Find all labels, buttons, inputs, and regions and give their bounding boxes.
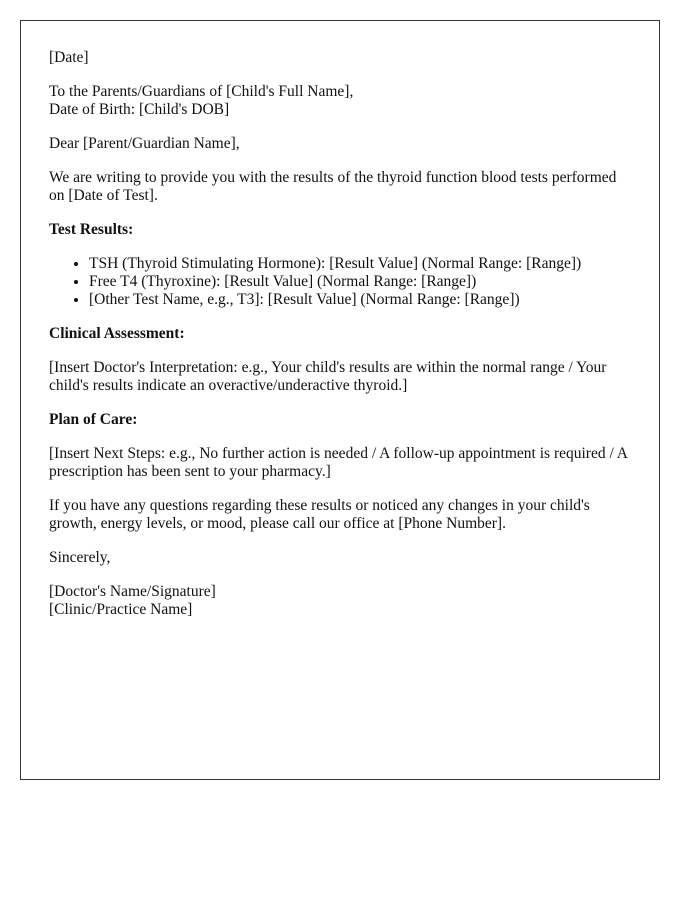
salutation: Dear [Parent/Guardian Name], [49, 135, 240, 152]
recipient-name-line: To the Parents/Guardians of [Child's Full Name], [49, 83, 354, 100]
recipient-block [49, 83, 631, 119]
sign-off: Sincerely, [49, 549, 111, 566]
test-result-item-tsh: • TSH (Thyroid Stimulating Hormone): [Result Value] (Normal Range: [Range]) [89, 255, 631, 273]
signature-block [49, 583, 631, 619]
intro-paragraph: We are writing to provide you with the results of the thyroid function blood tests performed on [Date of Test]. [49, 169, 617, 204]
clinical-assessment-body: [Insert Doctor's Interpretation: e.g., Your child's results are within the normal range / Your child's results indicate an overactive/underactive thyroid.] [49, 359, 607, 394]
test-result-item-other: • [Other Test Name, e.g., T3]: [Result Value] (Normal Range: [Range]) [89, 291, 631, 309]
recipient-dob-line: Date of Birth: [Child's DOB] [49, 101, 230, 118]
test-result-item-free-t4: • Free T4 (Thyroxine): [Result Value] (Normal Range: [Range]) [89, 273, 631, 291]
doctor-signature: [Doctor's Name/Signature] [49, 583, 216, 600]
clinic-name: [Clinic/Practice Name] [49, 601, 193, 618]
plan-of-care-body: [Insert Next Steps: e.g., No further action is needed / A follow-up appointment is required / A prescription has been sent to your pharmacy.] [49, 445, 628, 480]
test-results-heading: Test Results: [49, 221, 134, 238]
plan-of-care-heading: Plan of Care: [49, 411, 138, 428]
test-results-list [49, 255, 631, 309]
letter-page [20, 20, 660, 780]
letter-date: [Date] [49, 49, 89, 66]
clinical-assessment-heading: Clinical Assessment: [49, 325, 185, 342]
closing-paragraph: If you have any questions regarding these results or noticed any changes in your child's growth, energy levels, or mood, please call our office at [Phone Number]. [49, 497, 590, 532]
